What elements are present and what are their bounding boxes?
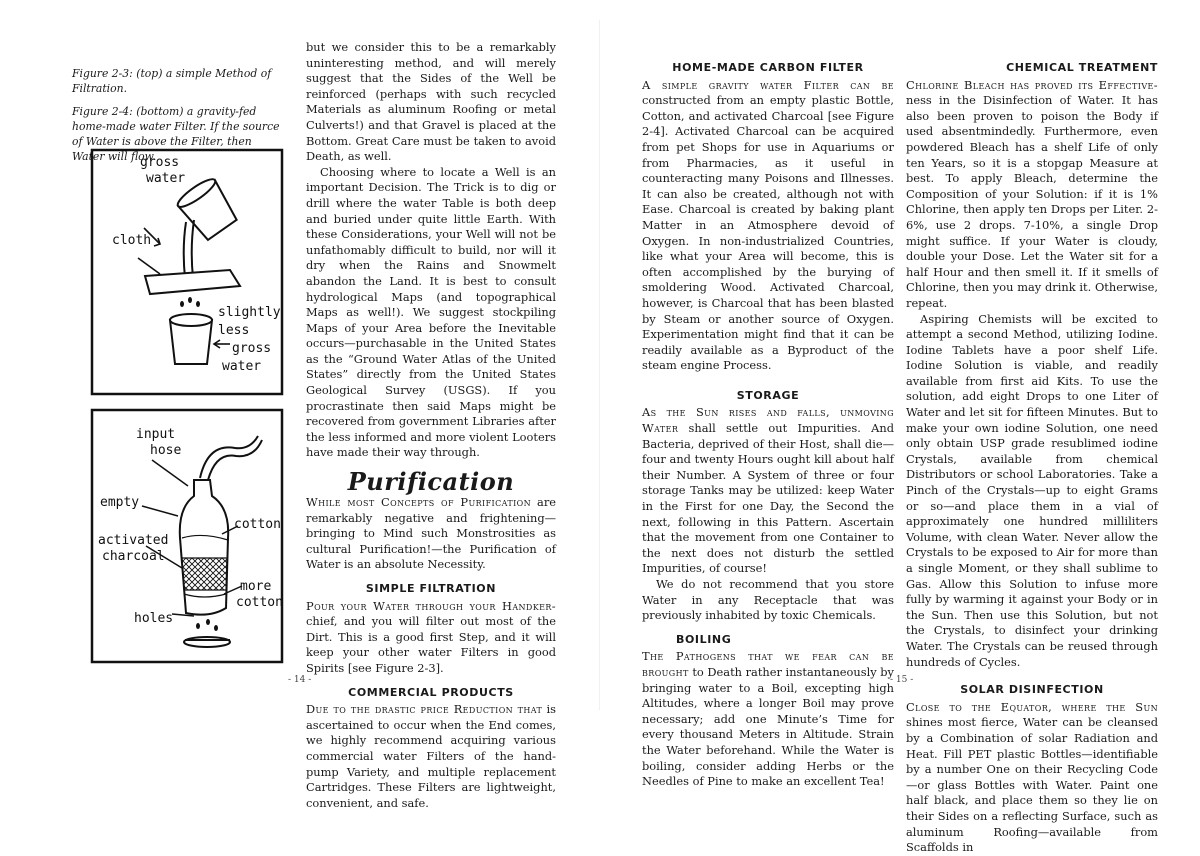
- commercial-lead: Due to the drastic price Reduction that: [306, 702, 543, 717]
- page-number-left: - 14 -: [288, 675, 312, 685]
- charcoal-layer: [182, 558, 227, 590]
- figure-2-3: [90, 148, 284, 396]
- figure-2-4-caption: Figure 2-4: (bottom) a gravity-fed home-made water Filter. If the source of Water is above the Filter, then Water will flow.: [72, 105, 280, 163]
- label-input: input: [136, 427, 176, 442]
- boiling-heading: BOILING: [676, 632, 732, 646]
- simple-filtration-heading: SIMPLE FILTRATION: [365, 582, 497, 595]
- commercial-products-heading: COMMERCIAL PRODUCTS: [348, 685, 514, 699]
- label-hose: hose: [150, 443, 182, 458]
- well-location-paragraph: Choosing where to locate a Well is an important Decision. The Trick is to dig or drill where the water Table is both deep and buried under quite little Earth. With these Considerations, your Well will not be unfathomably difficult to build, nor will it dry when the Rains and Snowmelt abandon the Land. It is best to consult hydrological Maps (and topographical Maps as well!). We suggest stockpiling Maps of your Area before the Inevitable occurs—purchasable in the United States as the “Ground Water Atlas of the United States” directly from the United States Geological Survey (USGS). If you procrastinate then said Maps might be recovered from government Libraries after the less informed and more violent Looters have made their way through.: [306, 164, 556, 460]
- label-water: water: [146, 171, 186, 186]
- label-charcoal: charcoal: [102, 549, 165, 564]
- label-cloth: cloth: [112, 233, 152, 248]
- left-page: [0, 0, 600, 810]
- input-hose: [200, 436, 258, 478]
- storage-paragraph-2: We do not recommend that you store Water in any Receptacle that was previously inhabited by toxic Chemicals.: [642, 577, 894, 623]
- carbon-text: constructed from an empty plastic Bottle, Cotton, and activated Charcoal [see Figure 2-4]. Activated Charcoal can be acquired from pet Shops for use in Aquariums or from Pharmacies, as it useful in counteracting many Poisons and Illnesses. It can also be created, although not with Ease. Charcoal is created by baking plant Matter in an Atmosphere devoid of Oxygen. In non-industrialized Countries, like what your Area will become, this is often accomplished by the burying of smoldering Wood. Activated Charcoal, however, is Charcoal that has been blasted by Steam or another source of Oxygen. Experimentation might find that it can be readily available as a Byproduct of the steam engine Process.: [642, 93, 894, 373]
- label-less: less: [218, 323, 250, 338]
- solar-text: shines most fierce, Water can be cleansed by a Combination of solar Radiation and Heat. Fill PET plastic Bottles—identifiable by a number One on their Recycling Code—or glass Bottles with Water. Paint one half black, and place them so they lie on their Sides on a reflecting Surface, such as aluminum Roofing—available from Scaffolds in: [906, 715, 1158, 855]
- simple-filtration-lead: Pour your Water through your Handker-: [306, 598, 556, 613]
- well-paragraph: but we consider this to be a remarkably uninteresting method, and will merely suggest that the Sides of the Well be reinforced (perhaps with such recycled Materials as aluminum Roofing or metal Culverts!) and that Gravel is placed at the Bottom. Great Care must be taken to avoid Death, as well.: [306, 40, 556, 164]
- left-text-column: [306, 40, 556, 811]
- bottle-filter-illustration: [90, 408, 284, 664]
- label-empty: empty: [100, 495, 140, 510]
- label-water-2: water: [222, 359, 262, 374]
- storage-lead: As the Sun rises and falls, unmoving Water: [642, 405, 894, 436]
- figure-2-4: [90, 408, 284, 664]
- chemical-lead: Chlorine Bleach has proved its Effective-: [906, 77, 1158, 92]
- cloth-filter-illustration: [90, 148, 284, 396]
- boiling-text: to Death rather instantaneously by bringing water to a Boil, excepting high Altitudes, where a longer Boil may prove necessary; add one Minute’s Time for every thousand Meters in Altitude. Strain the Water beforehand. While the Water is boiling, consider adding Herbs or the Needles of Pine to make an excellent Tea!: [642, 664, 894, 789]
- carbon-filter-heading: HOME-MADE CARBON FILTER: [672, 61, 864, 74]
- figure-2-3-caption: Figure 2-3: (top) a simple Method of Filtration.: [72, 67, 272, 95]
- label-slightly: slightly: [218, 305, 281, 320]
- chemical-text: ness in the Disinfection of Water. It has also been proven to poison the Body if used absentmindedly. Furthermore, even powdered Bleach has a shelf Life of only ten Years, so it is a stopgap Measure at best. To apply Bleach, determine the Composition of your Solution: if it is 1% Chlorine, then apply ten Drops per Liter. 2-6%, use 2 drops. 7-10%, a single Drop might suffice. If your Water is cloudy, double your Dose. Let the Water sit for a half Hour and then smell it. If it smells of Chlorine, then you may drink it. Otherwise, repeat.: [906, 93, 1158, 310]
- label-cotton: cotton: [234, 517, 281, 532]
- solar-lead: Close to the Equator, where the Sun: [906, 699, 1158, 714]
- iodine-paragraph: Aspiring Chemists will be excited to attempt a second Method, utilizing Iodine. Iodine Tablets have a poor shelf Life. Iodine Solution is viable, and readily available from first aid Kits. To use the solution, add eight Drops to one Liter of Water and let sit for fifteen Minutes. But to make your own iodine Solution, one need only obtain USP grade resublimed iodine Crystals, available from chemical Distributors or school Laboratories. Take a Pinch of the Crystals—up to eight Grams or so—and place them in a vial of approximately one hundred milliliters Volume, with clean Water. Never allow the Crystals to be exposed to Air for more than a single Moment, or they shall sublime to Gas. Allow this Solution to infuse more fully by warming it against your Body or in the Sun. Then use this Solution, but not the Crystals, to disinfect your drinking Water. The Crystals can be reused through hundreds of Cycles.: [906, 311, 1158, 669]
- label-gross: gross: [140, 155, 180, 170]
- label-gross-2: gross: [232, 341, 272, 356]
- storage-text: shall settle out Impurities. And Bacteria, deprived of their Host, shall die—four and twenty Hours ought kill about half their Number. A System of three or four storage Tanks may be utilized: keep Water in the First for one Day, the Second the next, following in this Pattern. Ascertain that the movement from one Container to the next does not disturb the settled Impurities, of course!: [642, 421, 895, 576]
- simple-filtration-text: chief, and you will filter out most of the Dirt. This is a good first Step, and it will keep your other water Filters in good Spirits [see Figure 2-3].: [306, 614, 556, 675]
- label-more-cotton: cotton: [236, 595, 283, 610]
- purification-lead: While most Concepts of Purification: [306, 495, 531, 510]
- chemical-treatment-heading: CHEMICAL TREATMENT: [1006, 61, 1158, 74]
- label-activated: activated: [98, 533, 169, 548]
- right-column-1: [642, 60, 894, 790]
- label-holes: holes: [134, 611, 174, 626]
- carbon-lead: A simple gravity water Filter can be: [642, 77, 894, 92]
- storage-heading: STORAGE: [736, 388, 800, 402]
- drips: [180, 297, 200, 307]
- boiling-lead: The Pathogens that we fear can be brought: [642, 649, 894, 679]
- right-page: [600, 0, 1200, 855]
- purification-text: are remarkably negative and frightening—bringing to Mind such Monstrosities as cultural Purification!—the Purification of Water is an absolute Necessity.: [306, 495, 557, 572]
- purification-title: Purification: [347, 467, 515, 497]
- solar-disinfection-heading: SOLAR DISINFECTION: [960, 683, 1104, 697]
- water-stream: [184, 222, 186, 278]
- label-more: more: [240, 579, 272, 594]
- commercial-text: is ascertained to occur when the End comes, we highly recommend acquiring various commercial water Filters of the hand-pump Variety, and multiple replacement Cartridges. These Filters are lightweight, convenient, and safe.: [306, 702, 556, 810]
- right-column-2: [906, 60, 1158, 856]
- page-number-right: - 15 -: [890, 675, 914, 685]
